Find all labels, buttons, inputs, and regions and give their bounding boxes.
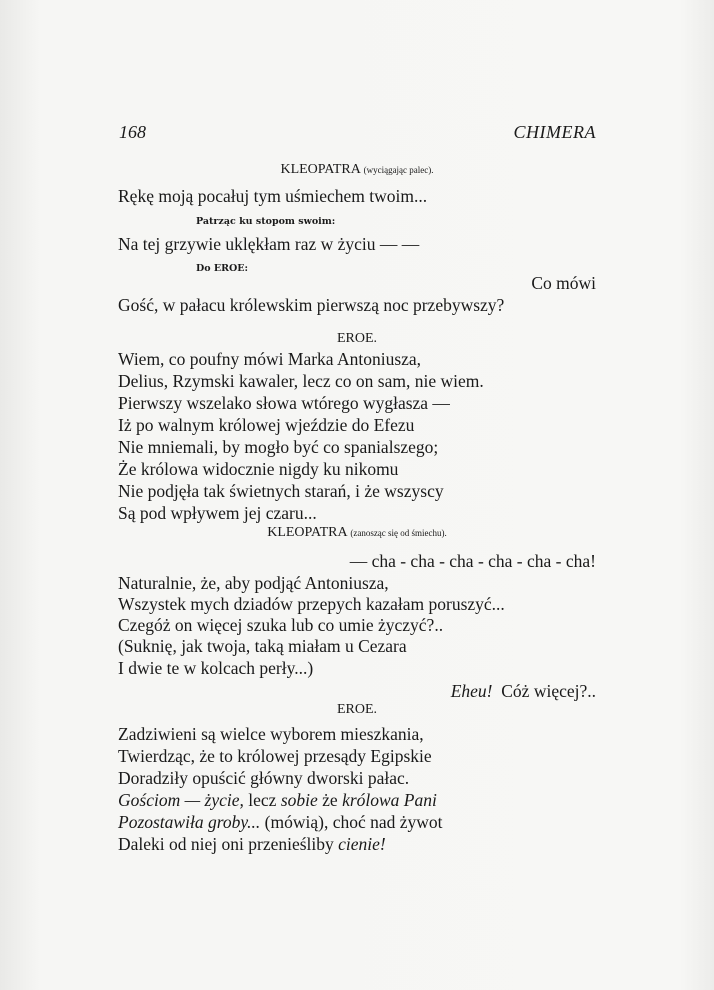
text-segment: Że królowa widocznie nigdy ku nikomu	[118, 459, 399, 479]
text-segment: Doradziły opuścić główny dworski pałac.	[118, 768, 410, 788]
verse-line	[118, 768, 596, 788]
text-segment: Wiem, co poufny mówi Marka Antoniusza,	[118, 349, 422, 369]
text-segment: Eheu!	[450, 681, 493, 701]
text-segment: Gościom — życie,	[118, 790, 244, 810]
text-segment: KLEOPATRA	[280, 162, 364, 177]
verse-line	[118, 746, 596, 766]
text-segment: Czegóż on więcej szuka lub co umie życzyć?..	[118, 615, 444, 635]
verse-line	[118, 349, 596, 369]
speaker-heading	[118, 523, 596, 543]
text-segment: Iż po walnym królowej wjeździe do Efezu	[118, 415, 415, 435]
speaker-heading	[118, 700, 596, 720]
speaker-heading	[118, 329, 596, 349]
verse-line	[118, 551, 596, 571]
text-segment: Rękę moją pocałuj tym uśmiechem twoim...	[118, 186, 428, 206]
text-segment: (Suknię, jak twoja, taką miałam u Cezara	[118, 636, 407, 656]
verse-line	[118, 812, 596, 832]
text-segment: sobie	[280, 790, 318, 810]
text-segment: Delius, Rzymski kawaler, lecz co on sam, nie wiem.	[118, 371, 484, 391]
page-number: 168	[119, 122, 146, 142]
verse-line	[118, 234, 596, 254]
verse-line	[118, 459, 596, 479]
verse-line	[118, 437, 596, 457]
text-segment: Cóż więcej?..	[492, 681, 596, 701]
verse-line	[118, 658, 596, 678]
text-segment: Gość, w pałacu królewskim pierwszą noc przebywszy?	[118, 295, 505, 315]
text-segment: Pozostawiła groby...	[118, 812, 261, 832]
text-segment: Co mówi	[531, 273, 596, 293]
verse-line	[118, 594, 596, 614]
verse-line	[118, 415, 596, 435]
text-segment: (mówią), choć nad żywot	[260, 812, 443, 832]
text-segment: Wszystek mych dziadów przepych kazałam poruszyć...	[118, 594, 505, 614]
verse-line	[118, 481, 596, 501]
text-segment: królowa Pani	[342, 790, 437, 810]
text-segment: Nie mniemali, by mogło być co spanialszego;	[118, 437, 439, 457]
text-segment: (wyciągając palec).	[363, 165, 434, 175]
text-segment: EROE.	[336, 331, 378, 346]
verse-line	[118, 834, 596, 854]
speaker-heading	[118, 160, 596, 180]
text-segment: Daleki od niej oni przenieśliby	[118, 834, 339, 854]
verse-line	[118, 790, 596, 810]
verse-line	[118, 393, 596, 413]
text-segment: — cha - cha - cha - cha - cha - cha!	[349, 551, 596, 571]
verse-line	[118, 615, 596, 635]
text-segment: że	[317, 790, 343, 810]
text-segment: KLEOPATRA	[267, 525, 351, 540]
text-segment: Zadziwieni są wielce wyborem mieszkania,	[118, 724, 424, 744]
verse-line	[118, 295, 596, 315]
verse-line	[118, 573, 596, 593]
text-segment: lecz	[243, 790, 281, 810]
verse-line	[118, 724, 596, 744]
text-segment: Nie podjęła tak świetnych starań, i że wszyscy	[118, 481, 444, 501]
verse-line	[118, 371, 596, 391]
text-segment: Twierdząc, że to królowej przesądy Egipskie	[118, 746, 432, 766]
verse-line	[118, 636, 596, 656]
text-segment: EROE.	[336, 702, 378, 717]
text-segment: (zanosząc się od śmiechu).	[350, 528, 447, 538]
text-segment: cienie!	[338, 834, 386, 854]
text-segment: Na tej grzywie uklękłam raz w życiu — —	[118, 234, 420, 254]
verse-line	[118, 273, 596, 293]
text-segment: Pierwszy wszelako słowa wtórego wygłasza —	[118, 393, 450, 413]
verse-line	[118, 503, 596, 523]
verse-line	[118, 681, 596, 701]
text-segment: Do EROE:	[196, 263, 249, 274]
text-segment: Naturalnie, że, aby podjąć Antoniusza,	[118, 573, 389, 593]
text-segment: Patrząc ku stopom swoim:	[196, 216, 336, 227]
running-title: CHIMERA	[513, 122, 596, 142]
text-segment: I dwie te w kolcach perły...)	[118, 658, 314, 678]
text-segment: Są pod wpływem jej czaru...	[118, 503, 317, 523]
verse-line	[118, 186, 596, 206]
stage-direction	[196, 212, 674, 232]
